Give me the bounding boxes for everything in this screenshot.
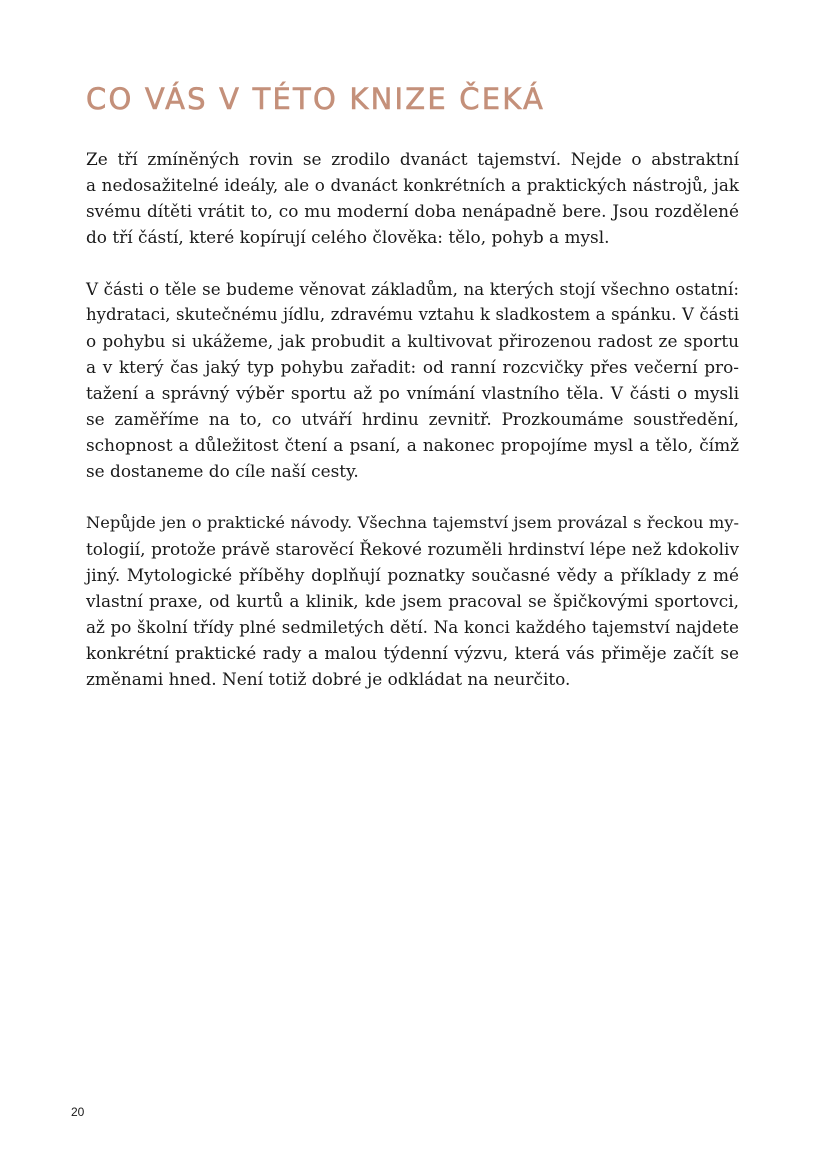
text-line: vlastní praxe, od kurtů a klinik, kde jsem pracoval se špičkovými sportovci,	[86, 591, 739, 611]
text-line: svému dítěti vrátit to, co mu moderní doba nenápadně bere. Jsou rozdělené	[86, 201, 739, 221]
paragraph-3	[86, 510, 739, 692]
text-line: až po školní třídy plné sedmiletých dětí. Na konci každého tajemství najdete	[86, 617, 739, 637]
body-text	[86, 146, 739, 718]
text-line: se zaměříme na to, co utváří hrdinu zevnitř. Prozkoumáme soustředění,	[86, 409, 739, 429]
text-line: o pohybu si ukážeme, jak probudit a kultivovat přirozenou radost ze sportu	[86, 331, 739, 351]
text-line: hydrataci, skutečnému jídlu, zdravému vztahu k sladkostem a spánku. V části	[86, 305, 739, 324]
chapter-heading: CO VÁS V TÉTO KNIZE ČEKÁ	[86, 82, 545, 116]
text-line: tologií, protože právě starověcí Řekové rozuměli hrdinství lépe než kdokoliv	[86, 539, 739, 559]
page-number: 20	[71, 1105, 85, 1119]
text-line: se dostaneme do cíle naší cesty.	[86, 461, 359, 481]
text-line: schopnost a důležitost čtení a psaní, a nakonec propojíme mysl a tělo, čímž	[86, 435, 739, 455]
text-line: Nepůjde jen o praktické návody. Všechna tajemství jsem provázal s řeckou my-	[86, 513, 739, 532]
text-line: V části o těle se budeme věnovat základům, na kterých stojí všechno ostatní:	[86, 279, 739, 299]
text-line: a nedosažitelné ideály, ale o dvanáct konkrétních a praktických nástrojů, jak	[86, 175, 739, 195]
paragraph-1	[86, 146, 739, 250]
text-line: a v který čas jaký typ pohybu zařadit: od ranní rozcvičky přes večerní pro-	[86, 357, 739, 377]
text-line: změnami hned. Není totiž dobré je odkládat na neurčito.	[86, 669, 571, 689]
text-line: Ze tří zmíněných rovin se zrodilo dvanáct tajemství. Nejde o abstraktní	[86, 149, 739, 169]
text-line: konkrétní praktické rady a malou týdenní výzvu, která vás přiměje začít se	[86, 643, 739, 663]
text-line: jiný. Mytologické příběhy doplňují poznatky současné vědy a příklady z mé	[86, 565, 739, 585]
text-line: tažení a správný výběr sportu až po vnímání vlastního těla. V části o mysli	[86, 383, 739, 403]
text-line: do tří částí, které kopírují celého člověka: tělo, pohyb a mysl.	[86, 227, 610, 247]
paragraph-2	[86, 276, 739, 484]
